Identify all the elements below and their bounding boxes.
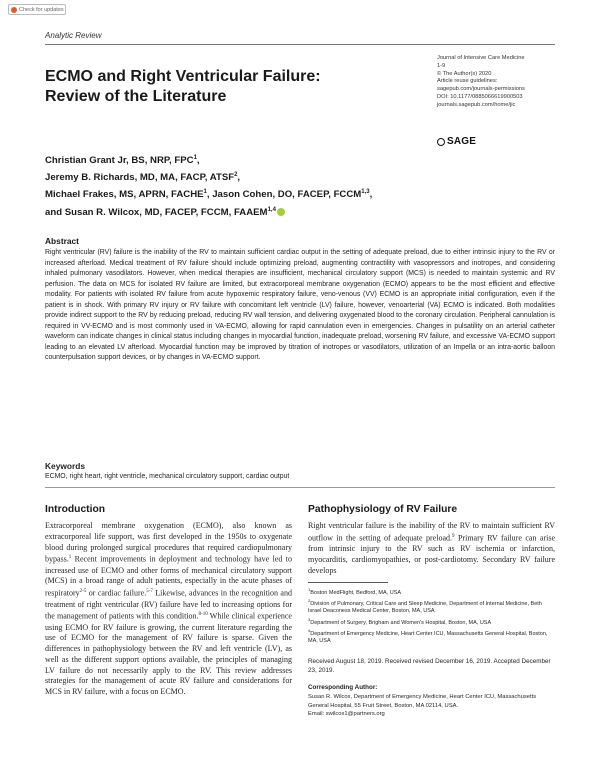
section-divider xyxy=(45,487,555,488)
introduction-text: Extracorporeal membrane oxygenation (ECMO), also known as extracorporeal life support, was first developed in the 1950s to oxygenate blood during prolonged surgical procedures that required cardiopulmonary bypass.$^1$ Recent improvements in deployment and technology have led to increased use of ECMO and other forms of mechanical circulatory support (MCS) in a broad range of adult patients, especially in the acute phases of respiratory$^{2-5}$ or cardiac failure.$^{5-7}$ Likewise, advances in the recognition and treatment of right ventricular (RV) failure have led to increasing options for the management of patients with this condition.$^{8-10}$ While clinical experience using ECMO for RV failure is growing, the current literature regarding the use of ECMO for the management of RV failure is sparse. Given the differences in pathophysiology between the RV and left ventricle (LV), as well as the different support options available, the principles of managing LV failure do not necessarily apply to the RV. This review addresses strategies for the management of acute RV failure and considerations for MCS in RV failure, with a focus on ECMO. xyxy=(45,521,292,697)
corresponding-author-details xyxy=(308,693,555,719)
check-for-updates-badge[interactable] xyxy=(8,4,66,15)
affiliation-item: $^3$Department of Surgery, Brigham and Women's Hospital, Boston, MA, USA xyxy=(308,616,492,626)
citation-marker[interactable]: 9 xyxy=(452,533,455,539)
pathophysiology-heading: Pathophysiology of RV Failure xyxy=(308,504,458,515)
citation-marker[interactable]: 8-10 xyxy=(198,612,208,618)
journal-name: Journal of Intensive Care Medicine xyxy=(437,55,525,61)
affiliation-item: $^1$Boston MedFlight, Bedford, MA, USA xyxy=(308,587,402,596)
corresponding-author-heading: Corresponding Author: xyxy=(308,684,378,691)
author-list xyxy=(45,151,525,220)
journal-info xyxy=(437,55,567,110)
article-dates: Received August 18, 2019. Received revised December 16, 2019. Accepted December 23, 2019. xyxy=(308,658,551,674)
abstract-text: Right ventricular (RV) failure is the inability of the RV to maintain sufficient cardiac output in the setting of adequate preload, due to either intrinsic injury to the RV or increased afterload. Medical treatment of RV failure should include optimizing preload, augmenting contractility with vasopressors and inotropes, and considering inhaled pulmonary vasodilators. However, when medical therapies are insufficient, mechanical circulatory support (MCS) is needed to maintain systemic and RV perfusion. The data on MCS for isolated RV failure are limited, but extracorporeal membrane oxygenation (ECMO) appears to be the most efficient and effective modality. For patients with isolated RV failure from acute hypoxemic respiratory failure, veno-venous (VV) ECMO is an appropriate initial configuration, even if the patient is in shock. With primary RV injury or RV failure with concomitant left ventricle (LV) failure, however, venoarterial (VA) ECMO is indicated. Both modalities provide indirect support to the RV by reducing preload, reducing RV wall tension, and delivering oxygenated blood to the coronary circulation. Peripheral cannulation is required in VV-ECMO and is most commonly used in VA-ECMO, allowing for rapid cannulation even in emergencies. Changes in pulsatility on an arterial catheter waveform can indicate changes in clinical status including changes in myocardial function, inadequate preload, worsening RV failure, and excessive VA-ECMO support leading to an elevated LV afterload. Myocardial function may be improved by titration of inotropes or vasodilators, utilization of an Impella or an intra-aortic balloon counterpulsation support devices, or by changes in VA-ECMO support. xyxy=(45,249,555,362)
author-line: and Susan R. Wilcox, MD, FACEP, FCCM, FAAEM$^{1,4}$ xyxy=(45,203,525,220)
crossmark-icon xyxy=(11,7,17,13)
author-line: Michael Frakes, MS, APRN, FACHE$^1$, Jason Cohen, DO, FACEP, FCCM$^{1,3}$, xyxy=(45,189,373,201)
title-line-1: ECMO and Right Ventricular Failure: xyxy=(45,68,321,85)
article-type: Analytic Review xyxy=(45,31,102,40)
introduction-heading: Introduction xyxy=(45,504,106,515)
title-line-2: Review of the Literature xyxy=(45,88,227,105)
affiliation-item: $^2$Division of Pulmonary, Critical Care and Sleep Medicine, Department of Internal Medicine, Beth Israel Deaconess Medical Center, Boston, MA, USA xyxy=(308,598,542,615)
keywords-text: ECMO, right heart, right ventricle, mechanical circulatory support, cardiac output xyxy=(45,473,290,480)
corresponding-address: Susan R. Wilcox, Department of Emergency Medicine, Heart Center ICU, Massachusetts General Hospital, 55 Fruit Street, Boston, MA 02114, USA. xyxy=(308,694,537,709)
affiliation-item: $^4$Department of Emergency Medicine, Heart Center ICU, Massachusetts General Hospital, Boston, MA, USA xyxy=(308,627,548,644)
corresponding-email[interactable]: Email: swilcox1@partners.org xyxy=(308,711,385,717)
sage-logo-mark xyxy=(437,138,445,146)
keywords-heading: Keywords xyxy=(45,461,86,471)
citation-marker[interactable]: 1 xyxy=(68,555,72,561)
sage-logo xyxy=(437,136,476,147)
reuse-guidelines-label: Article reuse guidelines: xyxy=(437,78,498,85)
copyright: © The Author(s) 2020 xyxy=(437,70,492,77)
author-line: Jeremy B. Richards, MD, MA, FACP, ATSF$^2$, xyxy=(45,172,241,184)
citation-marker[interactable]: 5-7 xyxy=(146,589,153,595)
footnote-divider xyxy=(308,582,388,583)
publisher-name: SAGE xyxy=(447,136,477,147)
permissions-link[interactable]: sagepub.com/journals-permissions xyxy=(437,86,525,93)
header-divider xyxy=(45,44,555,45)
doi[interactable]: DOI: 10.1177/0885066619900503 xyxy=(437,93,523,100)
journal-pages: 1-9 xyxy=(437,62,446,69)
pathophysiology-text: Right ventricular failure is the inability of the RV to maintain sufficient RV outflow in the setting of adequate preload.$^9$ Primary RV failure can arise from intrinsic injury to the RV such as RV ischemia or infarction, myocarditis, cardiomyopathies, or post-cardiotomy. Secondary RV failure develops xyxy=(308,521,555,575)
affiliations xyxy=(308,586,555,645)
citation-marker[interactable]: 2-5 xyxy=(79,589,87,595)
article-title xyxy=(45,67,405,107)
check-badge-label: Check for updates xyxy=(19,6,64,13)
abstract-heading: Abstract xyxy=(45,236,79,246)
orcid-icon[interactable] xyxy=(277,208,285,216)
journal-home-link[interactable]: journals.sagepub.com/home/jic xyxy=(437,101,516,108)
author-line: Christian Grant Jr, BS, NRP, FPC$^1$, xyxy=(45,155,200,167)
